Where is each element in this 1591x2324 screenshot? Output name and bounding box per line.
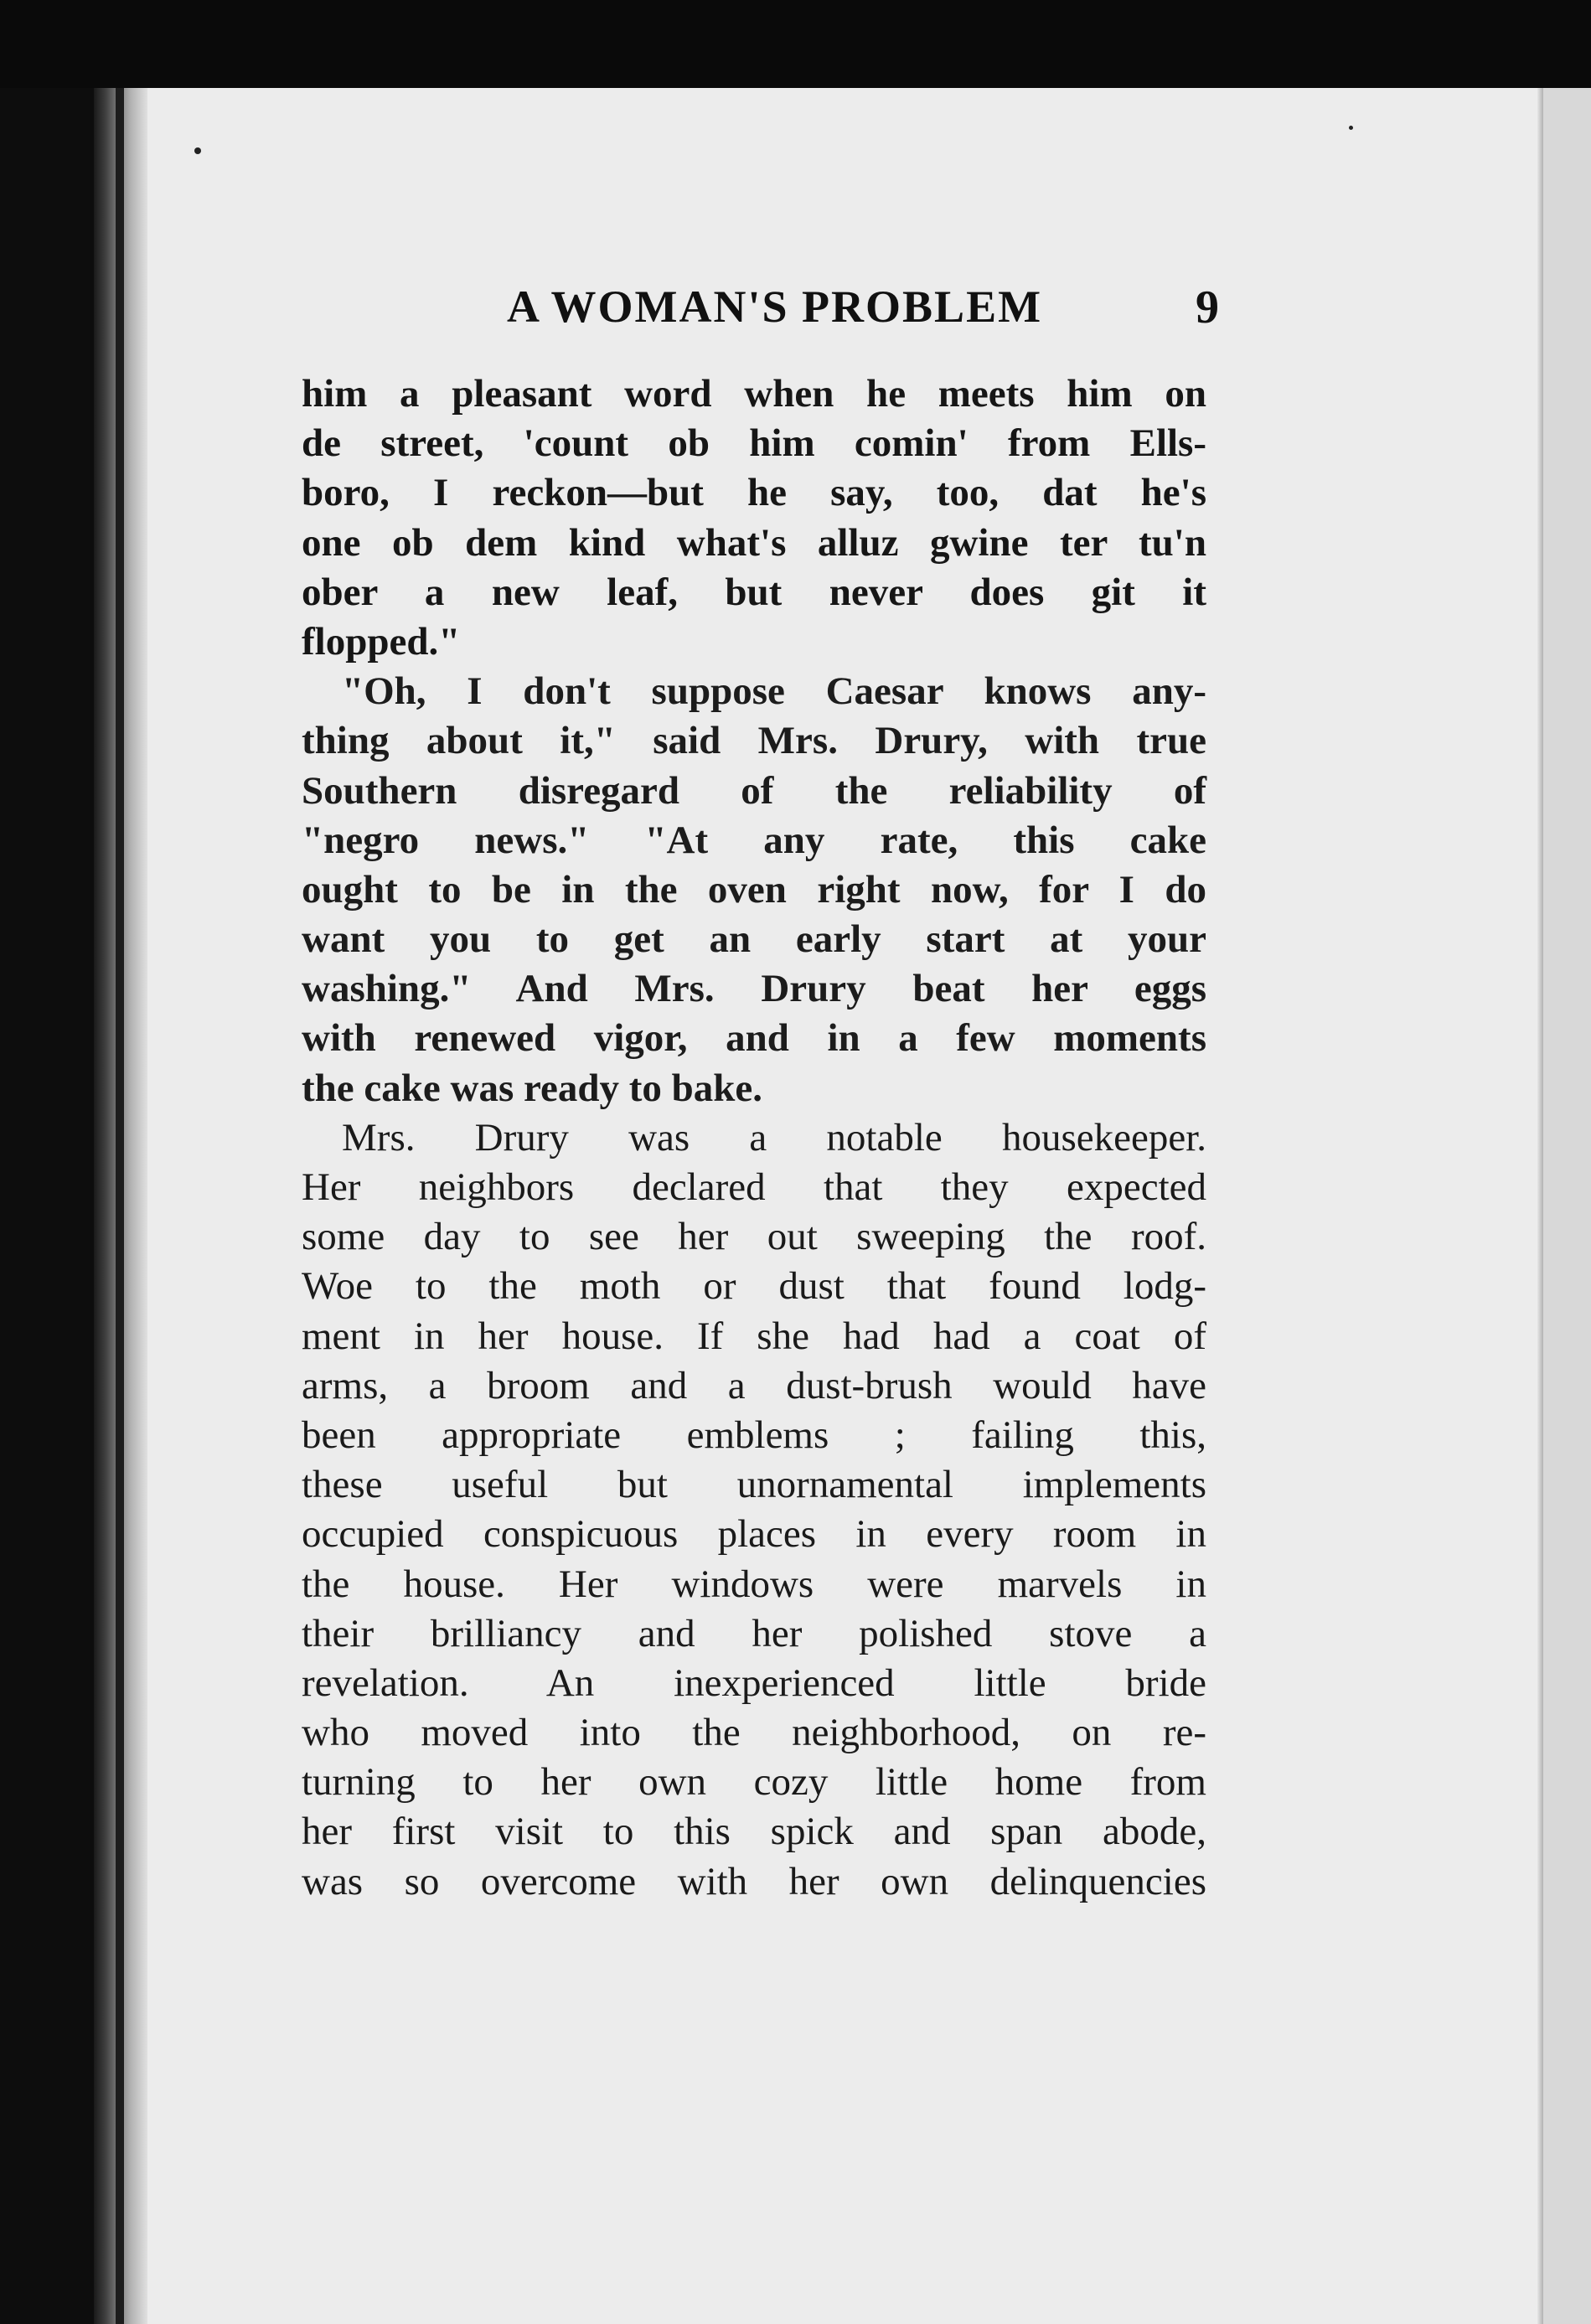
text-line: occupied conspicuous places in every room in [302,1512,1206,1557]
text-line: washing." And Mrs. Drury beat her eggs [302,967,1206,1011]
scan-speck [194,147,201,154]
text-line: ought to be in the oven right now, for I do [302,867,1206,912]
text-line: who moved into the neighborhood, on re- [302,1711,1206,1755]
text-line: some day to see her out sweeping the roof. [302,1215,1206,1259]
scan-background-top [0,0,1591,88]
scan-speck [1349,126,1353,130]
running-title: A WOMAN'S PROBLEM [507,281,1043,332]
text-line: Her neighbors declared that they expected [302,1165,1206,1209]
text-line: turning to her own cozy little home from [302,1760,1206,1805]
paragraph [302,369,1206,667]
text-line: de street, 'count ob him comin' from Ells- [302,421,1206,466]
text-line: been appropriate emblems ; failing this, [302,1412,1206,1457]
text-line: the cake was ready to bake. [302,1066,763,1110]
text-line: the house. Her windows were marvels in [302,1562,1206,1606]
text-line: ober a new leaf, but never does git it [302,570,1206,614]
text-line: revelation. An inexperienced little bride [302,1660,1206,1705]
text-line: ment in her house. If she had had a coat of [302,1314,1206,1358]
text-line: Southern disregard of the reliability of [302,768,1206,813]
running-head [302,281,1219,348]
text-line: her first visit to this spick and span abode, [302,1810,1206,1854]
text-line: thing about it," said Mrs. Drury, with true [302,719,1206,763]
text-line: Woe to the moth or dust that found lodg- [302,1264,1206,1309]
text-line: want you to get an early start at your [302,917,1206,962]
paragraph [302,1113,1206,1907]
text-line: with renewed vigor, and in a few moments [302,1016,1206,1061]
text-line: boro, I reckon—but he say, too, dat he's [302,471,1206,515]
right-margin-strip [1543,88,1591,2324]
text-line: "negro news." "At any rate, this cake [302,818,1206,862]
text-line: these useful but unornamental implements [302,1463,1206,1507]
text-line: "Oh, I don't suppose Caesar knows any- [342,669,1206,714]
text-line: their brilliancy and her polished stove a [302,1611,1206,1655]
text-line: one ob dem kind what's alluz gwine ter tu'n [302,520,1206,565]
text-line: was so overcome with her own delinquencies [302,1859,1206,1903]
page-number: 9 [1196,281,1219,333]
body-text [302,369,1206,1907]
paragraph [302,667,1206,1113]
binding-line [116,88,124,2324]
text-line: him a pleasant word when he meets him on [302,372,1206,416]
text-line: Mrs. Drury was a notable housekeeper. [342,1115,1206,1159]
text-line: arms, a broom and a dust-brush would have [302,1363,1206,1407]
text-line: flopped." [302,619,461,664]
